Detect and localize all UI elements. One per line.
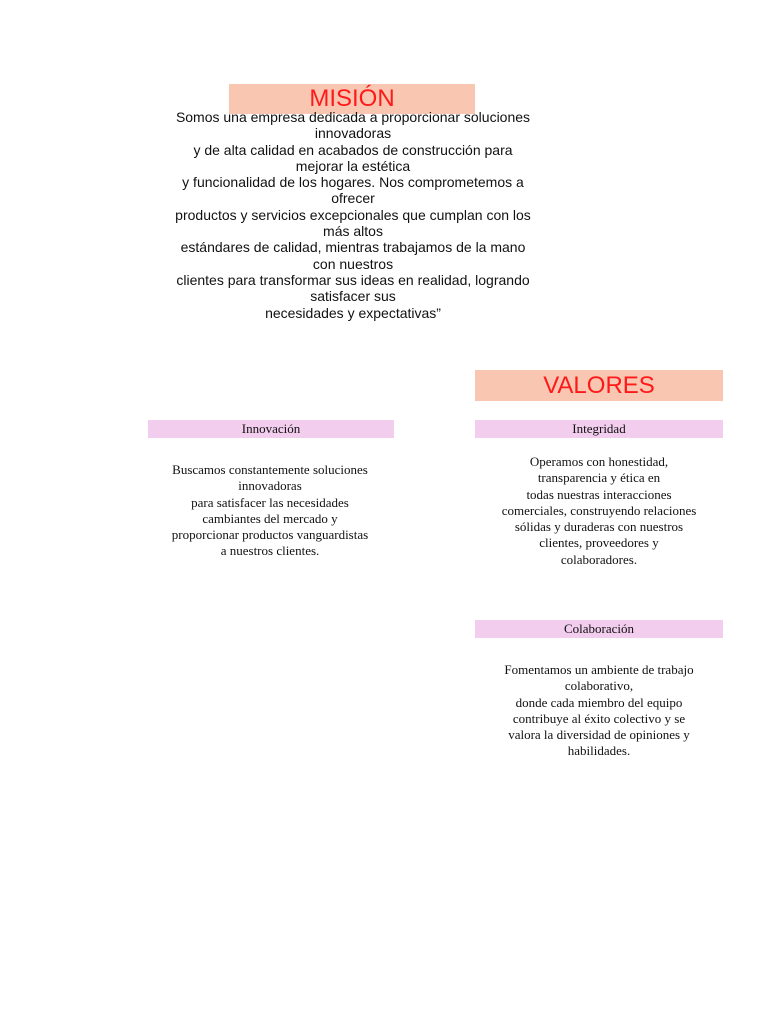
value-line: a nuestros clientes. bbox=[220, 543, 320, 559]
value-line: donde cada miembro del equipo bbox=[515, 694, 683, 710]
valores-title: VALORES bbox=[475, 370, 723, 401]
mision-text bbox=[150, 109, 556, 321]
value-line: habilidades. bbox=[567, 743, 631, 759]
value-header-integridad: Integridad bbox=[475, 420, 723, 438]
mision-line: y de alta calidad en acabados de construcción para bbox=[193, 141, 513, 158]
mision-line: Somos una empresa dedicada a proporcionar soluciones bbox=[175, 109, 531, 125]
value-line: comerciales, construyendo relaciones bbox=[501, 502, 697, 518]
value-line: Buscamos constantemente soluciones bbox=[172, 462, 368, 477]
value-line: transparencia y ética en bbox=[537, 470, 661, 486]
value-line: cambiantes del mercado y bbox=[202, 510, 338, 526]
mision-line: más altos bbox=[323, 223, 383, 240]
mision-line: productos y servicios excepcionales que cumplan con los bbox=[175, 206, 531, 223]
value-line: colaboradores. bbox=[560, 551, 638, 567]
mision-line: mejorar la estética bbox=[295, 157, 411, 174]
mision-line: con nuestros bbox=[312, 255, 394, 272]
value-line: colaborativo, bbox=[564, 678, 634, 694]
mision-line: clientes para transformar sus ideas en realidad, logrando bbox=[176, 271, 530, 288]
value-text-colaboracion bbox=[475, 662, 694, 764]
mision-line: estándares de calidad, mientras trabajamos de la mano bbox=[180, 239, 526, 256]
value-line: sólidas y duraderas con nuestros bbox=[514, 519, 684, 535]
value-line: proporcionar productos vanguardistas bbox=[171, 527, 369, 543]
mision-line: satisfacer sus bbox=[310, 288, 396, 305]
value-text-innovacion bbox=[148, 462, 392, 572]
value-line: innovadoras bbox=[238, 478, 302, 494]
mision-line: y funcionalidad de los hogares. Nos comprometemos a bbox=[182, 174, 524, 191]
value-text-integridad bbox=[475, 454, 697, 574]
value-line: Operamos con honestidad, bbox=[529, 454, 669, 469]
mision-title: MISIÓN bbox=[229, 84, 475, 114]
mision-line: ofrecer bbox=[331, 190, 375, 207]
mision-line: necesidades y expectativas” bbox=[265, 304, 441, 321]
value-line: valora la diversidad de opiniones y bbox=[508, 727, 690, 743]
value-line: para satisfacer las necesidades bbox=[191, 494, 349, 510]
mision-line: innovadoras bbox=[314, 125, 392, 142]
value-header-innovacion: Innovación bbox=[148, 420, 394, 438]
value-line: Fomentamos un ambiente de trabajo bbox=[504, 662, 694, 677]
value-line: contribuye al éxito colectivo y se bbox=[512, 710, 686, 726]
value-line: clientes, proveedores y bbox=[539, 535, 659, 551]
value-line: todas nuestras interacciones bbox=[526, 486, 672, 502]
value-header-colaboracion: Colaboración bbox=[475, 620, 723, 638]
